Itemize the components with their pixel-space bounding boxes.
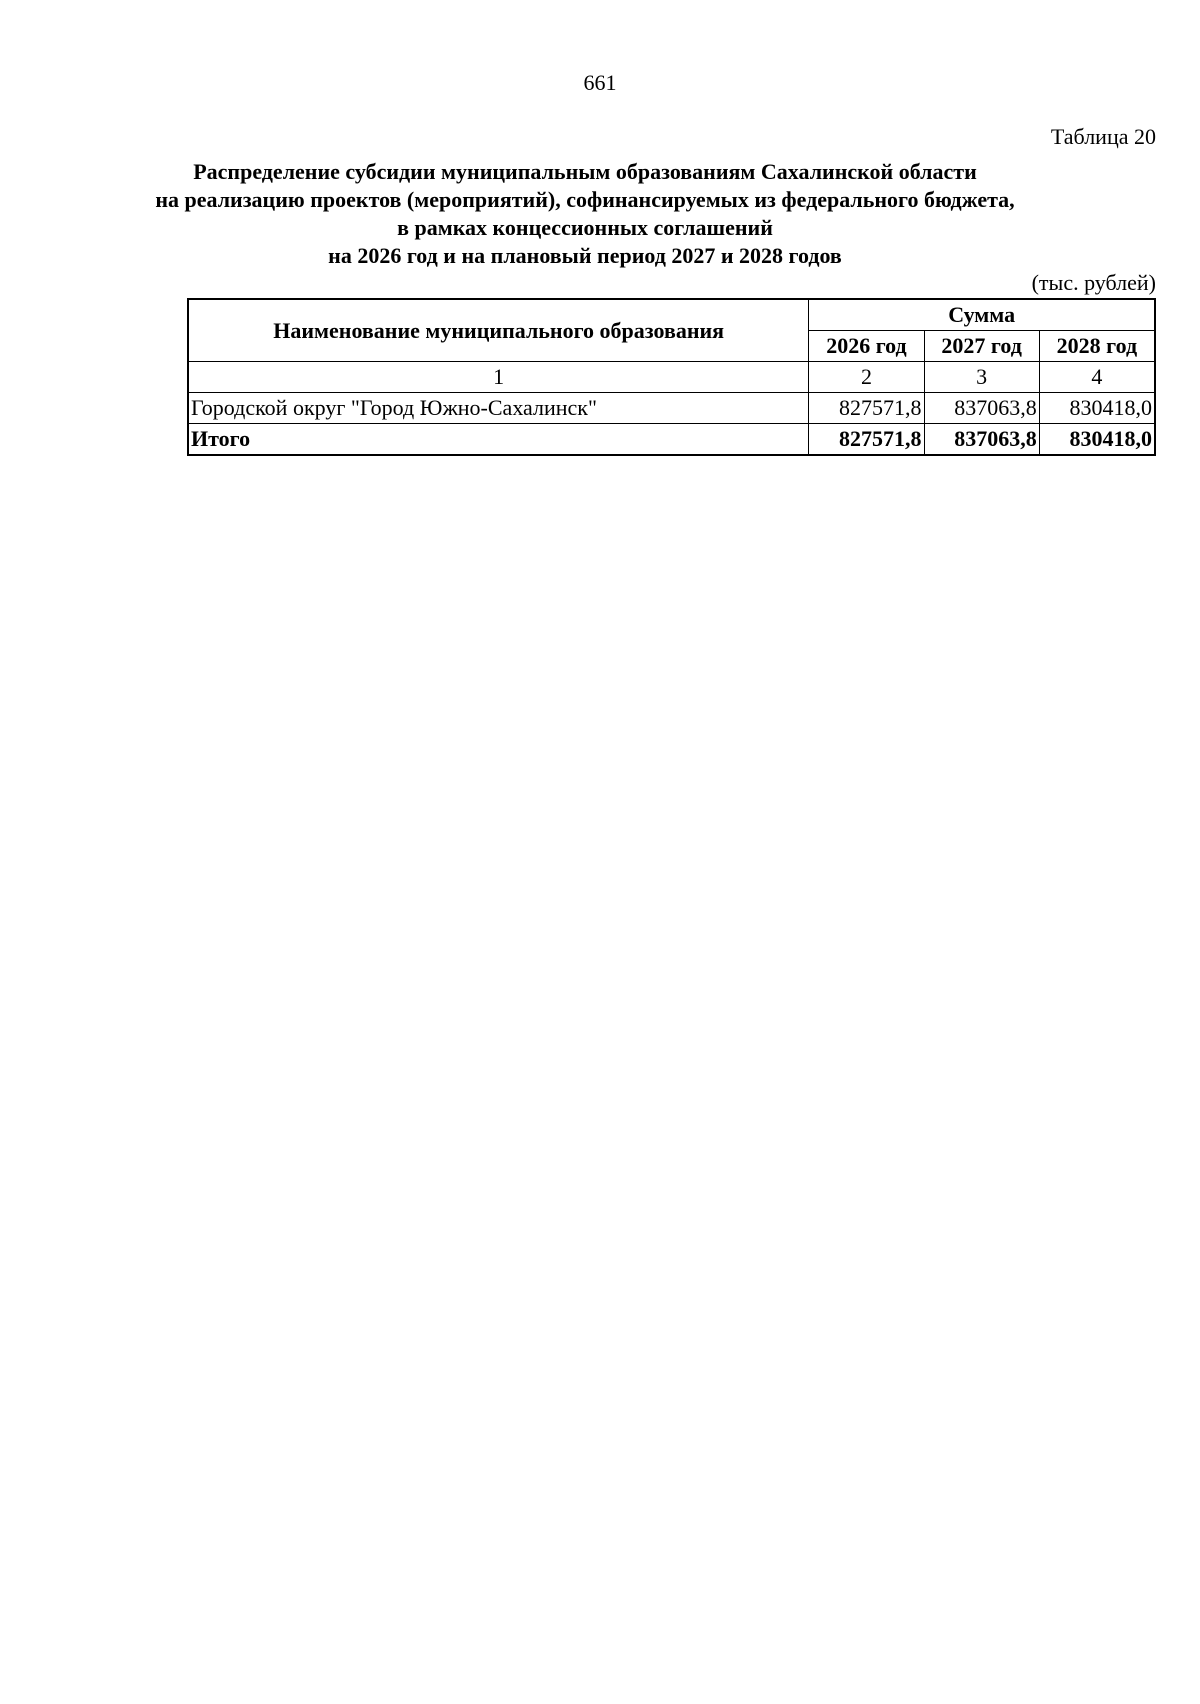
row-value: 827571,8 [809, 393, 924, 424]
title-line: на 2026 год и на плановый период 2027 и 2028 годов [328, 243, 842, 268]
header-year: 2026 год [809, 331, 924, 362]
document-title [150, 158, 1020, 270]
subsidy-table [187, 298, 1156, 456]
title-line: в рамках концессионных соглашений [397, 215, 773, 240]
row-value: 830418,0 [1039, 393, 1155, 424]
index-cell: 3 [924, 362, 1039, 393]
index-row [188, 362, 1155, 393]
header-year: 2027 год [924, 331, 1039, 362]
header-year: 2028 год [1039, 331, 1155, 362]
title-line: Распределение субсидии муниципальным образованиям Сахалинской области [193, 159, 977, 184]
total-value: 830418,0 [1039, 424, 1155, 456]
total-row [188, 424, 1155, 456]
index-cell: 1 [188, 362, 809, 393]
row-name: Городской округ "Город Южно-Сахалинск" [188, 393, 809, 424]
row-value: 837063,8 [924, 393, 1039, 424]
total-value: 827571,8 [809, 424, 924, 456]
title-line: на реализацию проектов (мероприятий), софинансируемых из федерального бюджета, [155, 187, 1015, 212]
page-number: 661 [583, 70, 617, 95]
header-name: Наименование муниципального образования [188, 299, 809, 362]
index-cell: 4 [1039, 362, 1155, 393]
index-cell: 2 [809, 362, 924, 393]
total-value: 837063,8 [924, 424, 1039, 456]
total-name: Итого [188, 424, 809, 456]
table-row [188, 393, 1155, 424]
table-label: Таблица 20 [1050, 124, 1156, 149]
units-label: (тыс. рублей) [1031, 270, 1156, 295]
header-sum: Сумма [809, 299, 1155, 331]
